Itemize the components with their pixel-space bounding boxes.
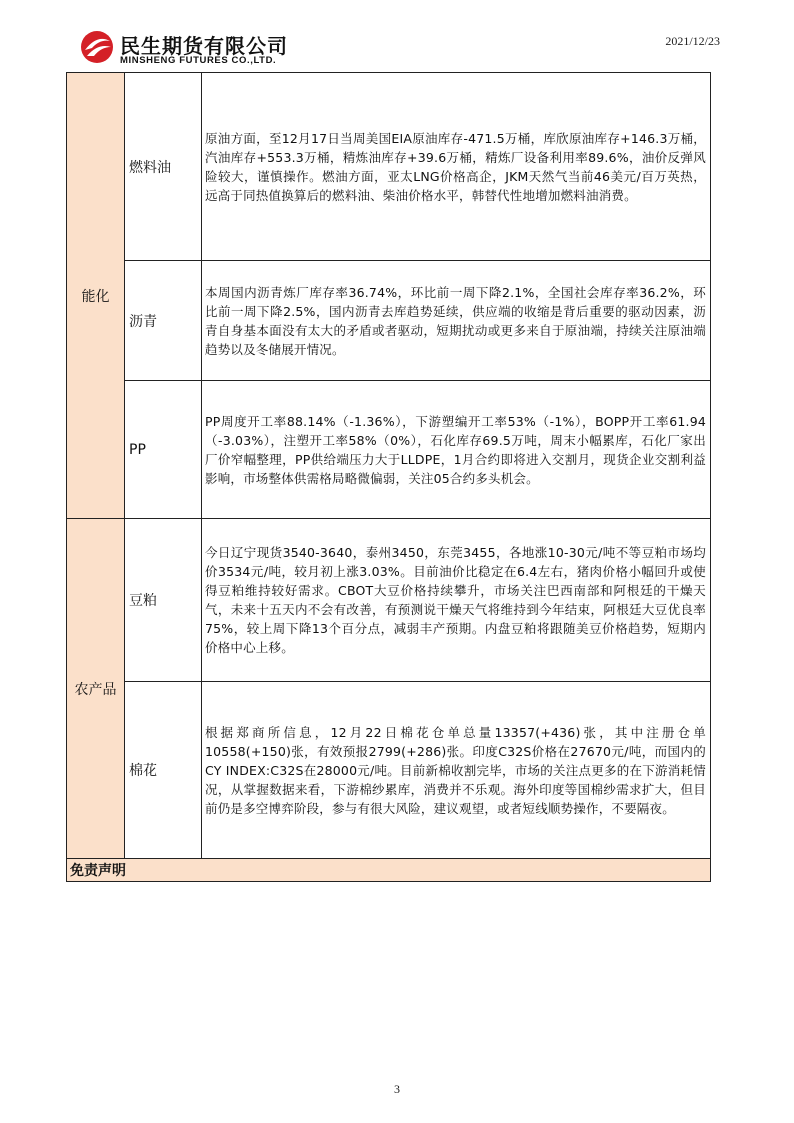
table-row bbox=[67, 519, 711, 682]
report-date: 2021/12/23 bbox=[665, 34, 720, 48]
table-row bbox=[67, 859, 711, 882]
product-pp: PP bbox=[125, 381, 202, 519]
table-row bbox=[67, 682, 711, 859]
product-soybean-meal: 豆粕 bbox=[125, 519, 202, 682]
minsheng-logo-icon bbox=[80, 30, 114, 64]
product-fuel-oil: 燃料油 bbox=[125, 73, 202, 261]
company-name-en: MINSHENG FUTURES CO.,LTD. bbox=[120, 55, 277, 66]
cotton-commentary: 根据郑商所信息，12月22日棉花仓单总量13357(+436)张，其中注册仓单10558(+150)张，有效预报2799(+286)张。印度C32S价格在27670元/吨，而国内的CY INDEX:C32S在28000元/吨。目前新棉收割完毕，市场的关注点更多的在下游消耗情况，从掌握数据来看，下游棉纱累库，消费并不乐观。海外印度等国棉纱需求扩大，但目前仍是多空博弈阶段，参与有很大风险，建议观望，或者短线顺势操作，不要隔夜。 bbox=[202, 682, 711, 859]
table-row bbox=[67, 261, 711, 381]
table-row bbox=[67, 73, 711, 261]
product-asphalt: 沥青 bbox=[125, 261, 202, 381]
pp-commentary: PP周度开工率88.14%（-1.36%），下游塑编开工率53%（-1%），BOPP开工率61.94（-3.03%），注塑开工率58%（0%），石化库存69.5万吨，周末小幅累库，石化厂家出厂价窄幅整理，PP供给端压力大于LLDPE，1月合约即将进入交割月，现货企业交割利益影响，市场整体供需格局略微偏弱，关注05合约多头机会。 bbox=[202, 381, 711, 519]
soybean-meal-commentary: 今日辽宁现货3540-3640，泰州3450，东莞3455，各地涨10-30元/吨不等豆粕市场均价3534元/吨，较月初上涨3.03%。目前油价比稳定在6.4左右，猪肉价格小幅回升或使得豆粕维持较好需求。CBOT大豆价格持续攀升，市场关注巴西南部和阿根廷的干燥天气，未来十五天内不会有改善，有预测说干燥天气将维持到今年结束，阿根廷大豆优良率75%，较上周下降13个百分点，减弱丰产预期。内盘豆粕将跟随美豆价格趋势，短期内价格中心上移。 bbox=[202, 519, 711, 682]
fuel-oil-commentary: 原油方面，至12月17日当周美国EIA原油库存-471.5万桶，库欣原油库存+146.3万桶，汽油库存+553.3万桶，精炼油库存+39.6万桶，精炼厂设备利用率89.6%，油价反弹风险较大，谨慎操作。燃油方面，亚太LNG价格高企，JKM天然气当前46美元/百万英热，远高于同热值换算后的燃料油、柴油价格水平，韩替代性地增加燃料油消费。 bbox=[202, 73, 711, 261]
sector-energy-chemical: 能化 bbox=[67, 73, 125, 519]
table-row bbox=[67, 381, 711, 519]
sector-agriculture: 农产品 bbox=[67, 519, 125, 859]
page-header bbox=[0, 0, 794, 72]
company-logo bbox=[80, 26, 320, 72]
page-number: 3 bbox=[394, 1082, 400, 1096]
asphalt-commentary: 本周国内沥青炼厂库存率36.74%，环比前一周下降2.1%，全国社会库存率36.2%，环比前一周下降2.5%，国内沥青去库趋势延续，供应端的收缩是背后重要的驱动因素，沥青自身基本面没有太大的矛盾或者驱动，短期扰动或更多来自于原油端，持续关注原油端趋势以及冬储展开情况。 bbox=[202, 261, 711, 381]
commentary-table bbox=[66, 72, 711, 882]
disclaimer-header: 免责声明 bbox=[67, 859, 711, 882]
product-cotton: 棉花 bbox=[125, 682, 202, 859]
company-name-cn: 民生期货有限公司 bbox=[120, 34, 288, 58]
